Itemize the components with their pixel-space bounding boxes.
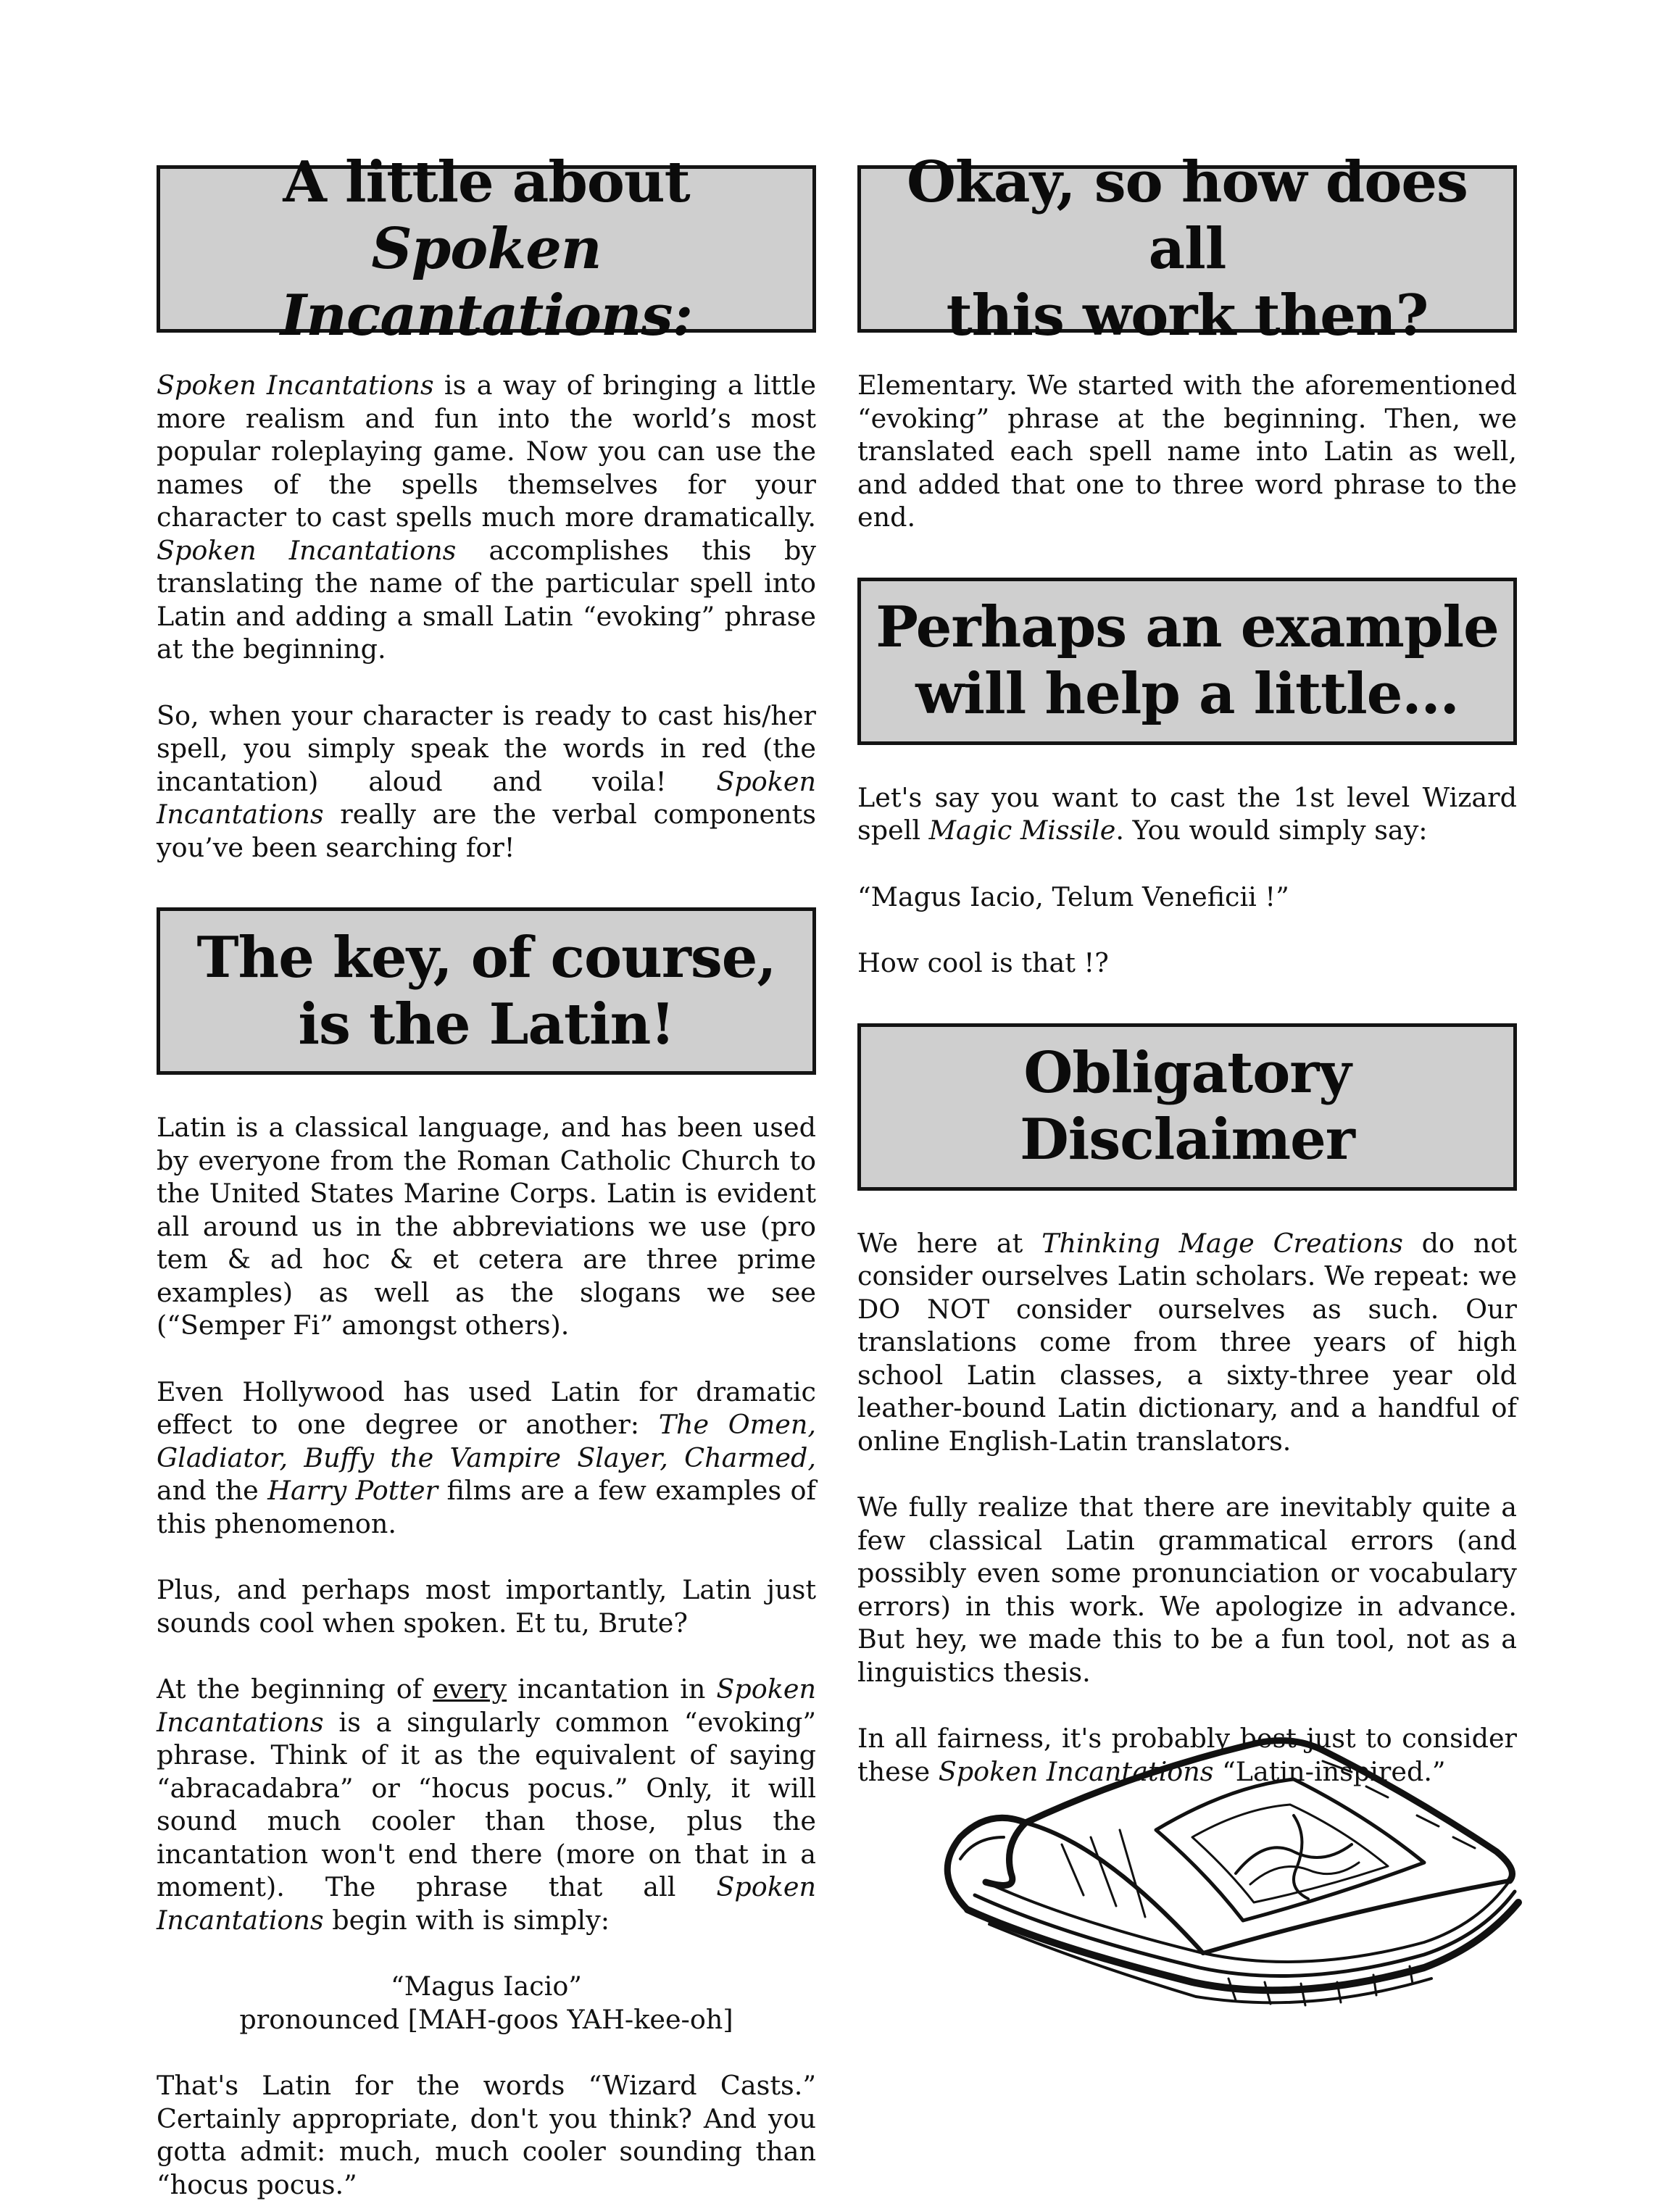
text: accomplishes this by translating the name of the particular spell into Latin and adding a small Latin “evoking” phrase at the beginning.	[157, 534, 816, 665]
text-spell-italic: Magic Missile	[928, 815, 1116, 846]
text: incantation in	[507, 1673, 717, 1705]
text: So, when your character is ready to cast his/her spell, you simply speak the words in red (the incantation) aloud and voila!	[157, 699, 816, 797]
text: In all fairness, it's probably best just to consider these	[857, 1723, 1517, 1787]
text-title-italic: Spoken Incantations	[157, 1871, 816, 1936]
text: Let's say you want to cast the 1st level Wizard spell	[857, 781, 1517, 846]
heading-how-line2: this work then?	[946, 282, 1429, 349]
paragraph-about-1	[157, 369, 816, 666]
heading-box-about	[157, 149, 816, 349]
text: begin with is simply:	[323, 1904, 610, 1936]
left-column	[157, 149, 816, 2201]
text: is a singularly common “evoking” phrase. Think of it as the equivalent of saying “abracadabra” or “hocus pocus.” Only, it will sound much cooler than those, plus the incantation won't end there (more on that in a moment). The phrase that all	[157, 1706, 816, 1902]
text: We here at	[857, 1227, 1042, 1259]
text: At the beginning of	[157, 1673, 433, 1705]
text-company-italic: Thinking Mage Creations	[1041, 1227, 1403, 1259]
paragraph-latin-4	[157, 1673, 816, 1936]
text-title-italic: Spoken Incantations	[157, 1673, 816, 1738]
text: Even Hollywood has used Latin for dramatic effect to one degree or another:	[157, 1376, 816, 1440]
paragraph-latin-1: Latin is a classical language, and has been used by everyone from the Roman Catholic Church to the United States Marine Corps. Latin is evident all around us in the abbreviations we use (pro tem & ad hoc & et cetera are three prime examples) as well as the slogans we see (“Semper Fi” amongst others).	[157, 1112, 816, 1341]
heading-disclaimer-line1: Obligatory	[1023, 1040, 1351, 1106]
text: do not consider ourselves Latin scholars. We repeat: we DO NOT consider ourselves as such. Our translations come from three years of high school Latin classes, a sixty-three year old leather-bound Latin dictionary, and a handful of online English-Latin translators.	[857, 1227, 1517, 1457]
heading-how-line1: Okay, so how does all	[907, 149, 1468, 282]
text-title-italic: Spoken Incantations	[157, 370, 434, 401]
quote-line: “Magus Iacio”	[391, 1971, 582, 2002]
heading-about-line2: Spoken Incantations:	[280, 215, 693, 349]
heading-box-latin	[157, 907, 816, 1075]
paragraph-example-2: “Magus Iacio, Telum Veneficii !”	[857, 881, 1289, 912]
text-underlined: every	[433, 1673, 507, 1705]
heading-example-line2: will help a little...	[915, 661, 1459, 727]
text: and the	[157, 1475, 268, 1506]
text-title-italic: Spoken Incantations	[938, 1755, 1214, 1787]
text-title-italic: Spoken Incantations	[157, 534, 457, 566]
heading-box-example	[857, 578, 1517, 745]
pronunciation-line: pronounced [MAH-goos YAH-kee-oh]	[239, 2003, 733, 2035]
text: “Latin-inspired.”	[1213, 1755, 1446, 1787]
paragraph-disclaimer-2: We fully realize that there are inevitably quite a few classical Latin grammatical errors (and possibly even some pronunciation or vocabulary errors) in this work. We apologize in advance. But hey, we made this to be a fun tool, not as a linguistics thesis.	[857, 1491, 1517, 1688]
heading-example-line1: Perhaps an example	[876, 594, 1499, 660]
text-titles-italic: The Omen, Gladiator, Buffy the Vampire Slayer, Charmed,	[157, 1409, 816, 1473]
paragraph-latin-2	[157, 1376, 816, 1541]
text: films are a few examples of this phenomenon.	[157, 1475, 816, 1539]
text-title-italic: Spoken Incantations	[157, 765, 816, 830]
text-title-italic: Harry Potter	[267, 1475, 438, 1506]
text: . You would simply say:	[1115, 815, 1428, 846]
quote-magus-iacio	[157, 1970, 816, 2036]
paragraph-example-3: How cool is that !?	[857, 947, 1109, 978]
heading-latin-line1: The key, of course,	[196, 924, 776, 991]
heading-box-how	[857, 149, 1517, 349]
text: really are the verbal components you’ve been searching for!	[157, 799, 816, 863]
right-column	[857, 149, 1517, 1788]
heading-about-line1: A little about	[283, 149, 690, 215]
paragraph-latin-5: That's Latin for the words “Wizard Casts.” Certainly appropriate, don't you think? And you gotta admit: much, much cooler sounding than “hocus pocus.”	[157, 2070, 816, 2200]
paragraph-latin-3: Plus, and perhaps most importantly, Latin just sounds cool when spoken. Et tu, Brute?	[157, 1574, 816, 1639]
heading-box-disclaimer	[857, 1023, 1517, 1191]
text: is a way of bringing a little more realism and fun into the world’s most popular roleplaying game. Now you can use the names of the spells themselves for your character to cast spells much more dramatically.	[157, 370, 816, 533]
spellbook-icon	[917, 1728, 1533, 2018]
heading-disclaimer-line2: Disclaimer	[1020, 1107, 1355, 1173]
paragraph-about-2	[157, 699, 816, 865]
paragraph-example-1	[857, 781, 1517, 847]
heading-latin-line2: is the Latin!	[298, 991, 675, 1057]
paragraph-disclaimer-1	[857, 1227, 1517, 1458]
paragraph-how-1: Elementary. We started with the aforementioned “evoking” phrase at the beginning. Then, we translated each spell name into Latin as well, and added that one to three word phrase to the end.	[857, 370, 1517, 533]
